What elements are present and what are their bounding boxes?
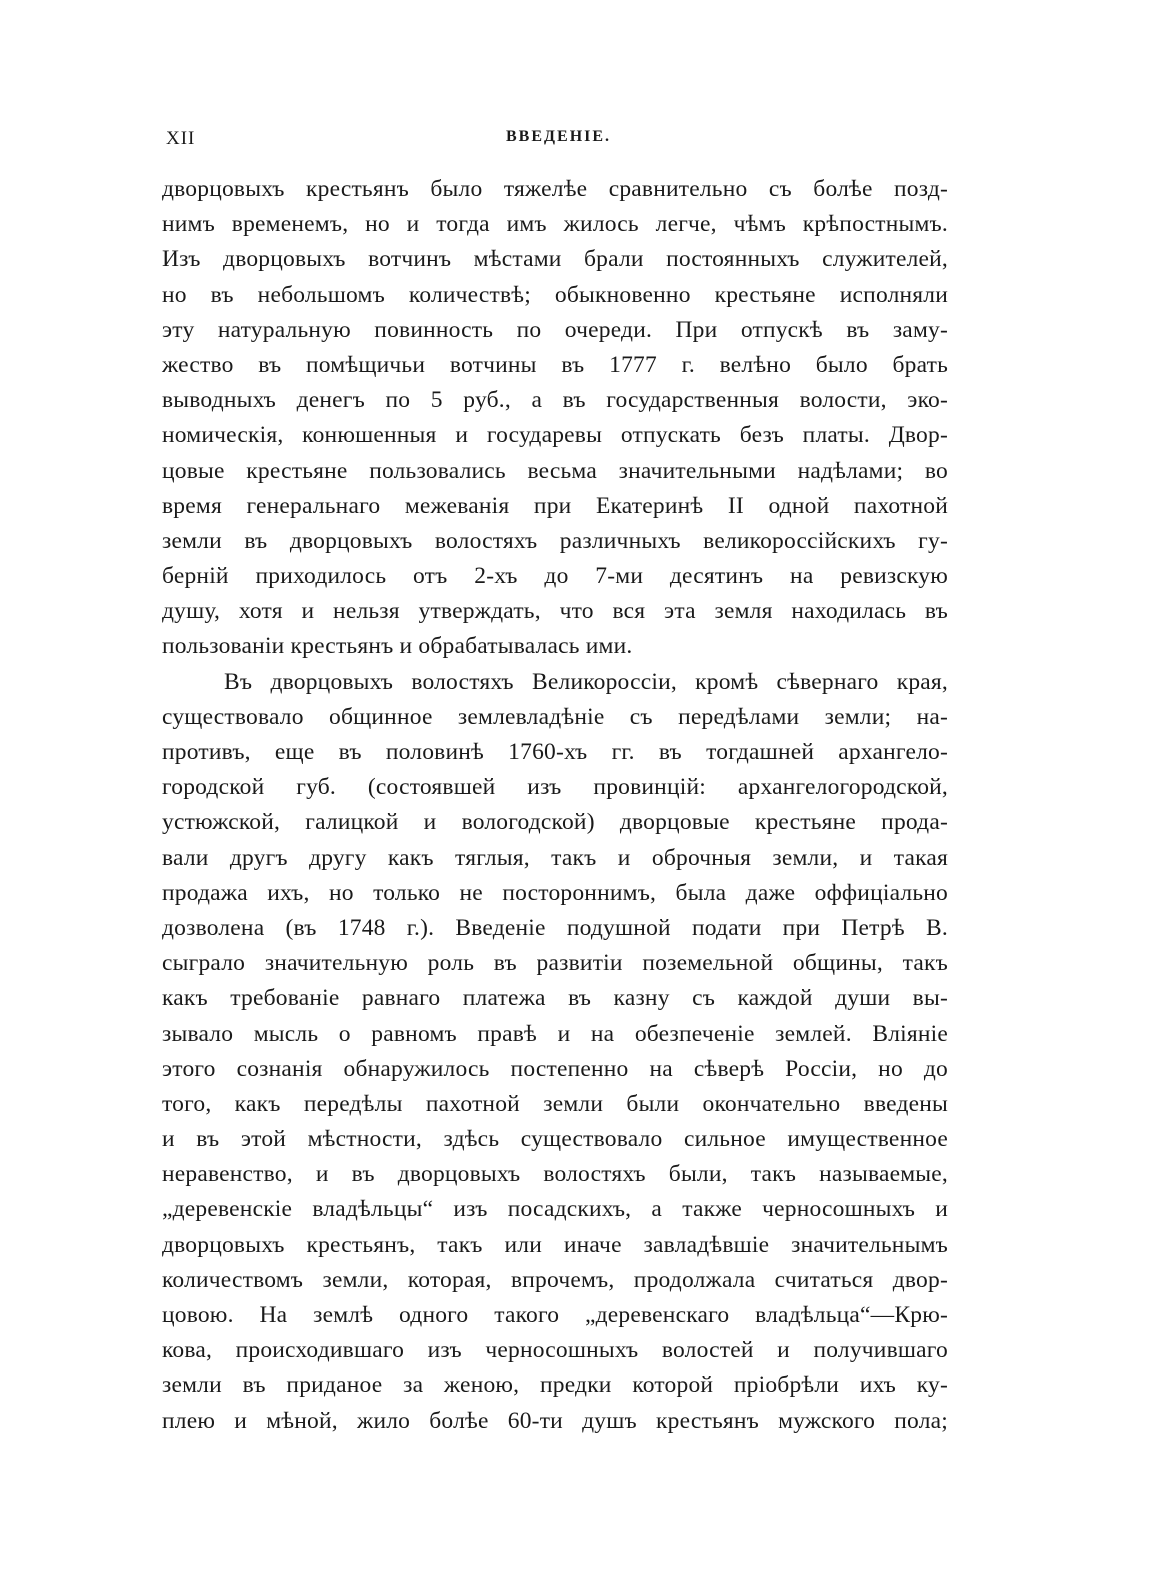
text-line: эту натуральную повинность по очереди. При отпускѣ въ заму- xyxy=(162,316,948,343)
running-title: ВВЕДЕНІЕ. xyxy=(506,128,612,145)
text-line: нимъ временемъ, но и тогда имъ жилось легче, чѣмъ крѣпостнымъ. xyxy=(162,211,948,238)
text-line: но въ небольшомъ количествѣ; обыкновенно крестьяне исполняли xyxy=(162,281,948,308)
text-line: существовало общинное землевладѣніе съ передѣлами земли; на- xyxy=(162,703,948,730)
text-line: неравенство, и въ дворцовыхъ волостяхъ были, такъ называемые, xyxy=(162,1161,948,1188)
text-line: продажа ихъ, но только не постороннимъ, была даже оффиціально xyxy=(162,879,948,906)
text-line: цовые крестьяне пользовались весьма значительными надѣлами; во xyxy=(162,457,948,484)
text-line: плею и мѣной, жило болѣе 60-ти душъ крестьянъ мужского пола; xyxy=(162,1407,948,1434)
text-line: количествомъ земли, которая, впрочемъ, продолжала считаться двор- xyxy=(162,1266,948,1293)
text-line: какъ требованіе равнаго платежа въ казну съ каждой души вы- xyxy=(162,985,948,1012)
text-line: жество въ помѣщичьи вотчины въ 1777 г. велѣно было брать xyxy=(162,351,948,378)
text-line: выводныхъ денегъ по 5 руб., а въ государственныя волости, эко- xyxy=(162,387,948,414)
text-line: вали другъ другу какъ тяглыя, такъ и оброчныя земли, и такая xyxy=(162,844,948,871)
text-line: устюжской, галицкой и вологодской) дворцовые крестьяне прода- xyxy=(162,809,948,836)
text-line: зывало мысль о равномъ правѣ и на обезпеченіе землей. Вліяніе xyxy=(162,1020,948,1047)
text-line: Изъ дворцовыхъ вотчинъ мѣстами брали постоянныхъ служителей, xyxy=(162,246,948,273)
body-text xyxy=(162,172,948,1439)
text-line: дозволена (въ 1748 г.). Введеніе подушной подати при Петрѣ В. xyxy=(162,914,948,941)
text-line: того, какъ передѣлы пахотной земли были окончательно введены xyxy=(162,1090,948,1117)
text-line: и въ этой мѣстности, здѣсь существовало сильное имущественное xyxy=(162,1126,948,1153)
text-line: кова, происходившаго изъ черносошныхъ волостей и получившаго xyxy=(162,1337,948,1364)
paragraph xyxy=(162,665,948,1439)
text-line: этого сознанія обнаружилось постепенно на сѣверѣ Россіи, но до xyxy=(162,1055,948,1082)
text-line: душу, хотя и нельзя утверждать, что вся эта земля находилась въ xyxy=(162,598,948,625)
text-line: противъ, еще въ половинѣ 1760-хъ гг. въ тогдашней архангело- xyxy=(162,739,948,765)
text-line: пользованіи крестьянъ и обрабатывалась ими. xyxy=(162,633,633,660)
text-line: Въ дворцовыхъ волостяхъ Великороссіи, кромѣ сѣвернаго края, xyxy=(224,668,948,695)
text-line: берній приходилось отъ 2-хъ до 7-ми десятинъ на ревизскую xyxy=(162,563,948,590)
text-line: земли въ дворцовыхъ волостяхъ различныхъ великороссійскихъ гу- xyxy=(162,527,948,554)
text-line: время генеральнаго межеванія при Екатеринѣ II одной пахотной xyxy=(162,492,948,519)
page-number: XII xyxy=(166,128,196,149)
paragraph xyxy=(162,172,948,665)
paragraph-container xyxy=(162,172,948,1439)
text-line: цовою. На землѣ одного такого „деревенскаго владѣльца“—Крю- xyxy=(162,1302,948,1328)
text-line: дворцовыхъ крестьянъ, такъ или иначе завладѣвшіе значительнымъ xyxy=(162,1231,948,1258)
text-line: „деревенскіе владѣльцы“ изъ посадскихъ, а также черносошныхъ и xyxy=(162,1196,948,1223)
text-line: городской губ. (состоявшей изъ провинцій: архангелогородской, xyxy=(162,774,948,801)
text-line: земли въ приданое за женою, предки которой пріобрѣли ихъ ку- xyxy=(162,1372,948,1399)
running-head xyxy=(166,128,946,158)
text-line: дворцовыхъ крестьянъ было тяжелѣе сравнительно съ болѣе позд- xyxy=(162,176,948,202)
text-line: номическія, конюшенныя и государевы отпускать безъ платы. Двор- xyxy=(162,422,948,449)
text-line: сыграло значительную роль въ развитіи поземельной общины, такъ xyxy=(162,950,948,977)
